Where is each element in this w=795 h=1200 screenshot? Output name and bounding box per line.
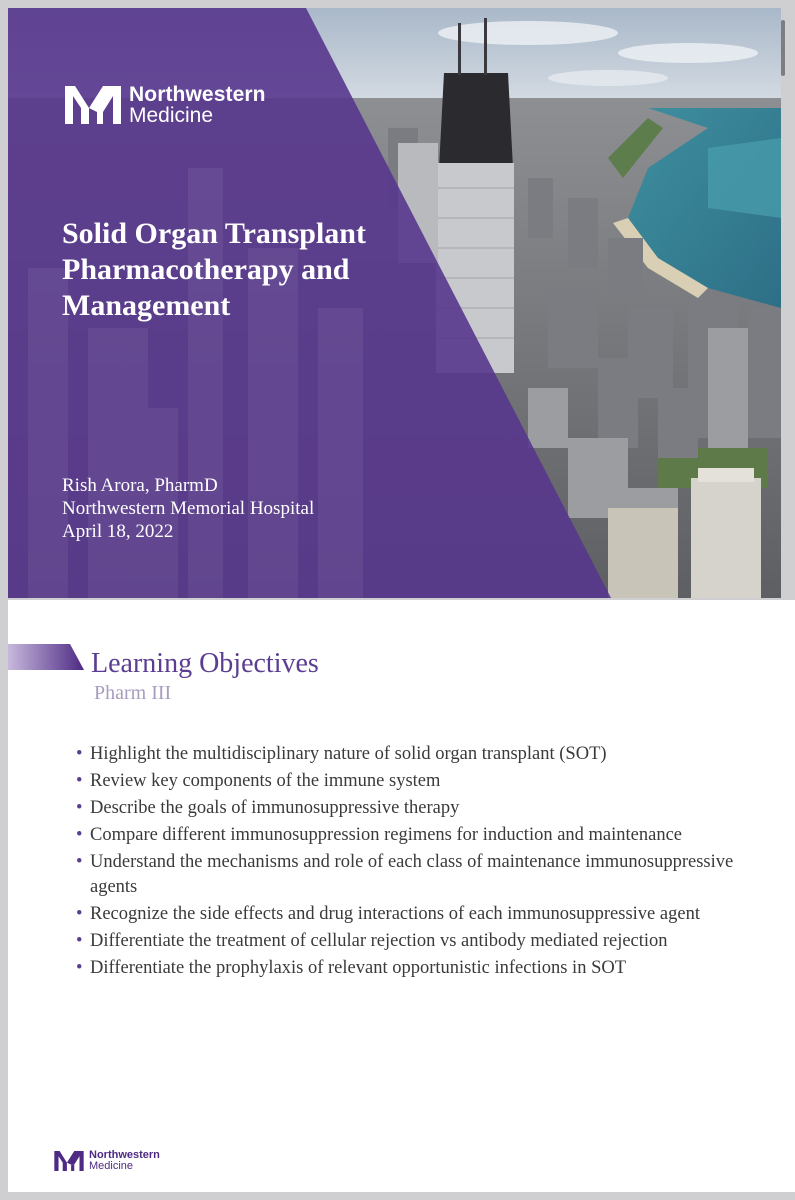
objective-item <box>74 850 774 900</box>
objective-text: Compare different immunosuppression regimens for induction and maintenance <box>90 825 683 845</box>
objective-item <box>74 929 774 954</box>
presenter-info <box>62 474 314 543</box>
objective-text: Describe the goals of immunosuppressive therapy <box>90 798 460 818</box>
title-accent-bar <box>8 644 84 670</box>
objective-text: Differentiate the treatment of cellular rejection vs antibody mediated rejection <box>90 931 668 951</box>
brand-name-line1: Northwestern <box>129 83 266 106</box>
bullet-icon: • <box>76 744 83 764</box>
brand-name-line2: Medicine <box>129 104 214 127</box>
bullet-icon: • <box>76 852 83 872</box>
objective-text: Recognize the side effects and drug interactions of each immunosuppressive agent <box>90 904 700 924</box>
bullet-icon: • <box>76 904 83 924</box>
footer-brand-line1: Northwestern <box>89 1149 160 1161</box>
learning-objectives-slide <box>8 600 795 1192</box>
slide-subtitle: Pharm III <box>94 682 172 704</box>
northwestern-medicine-logo <box>63 84 266 126</box>
presentation-date: April 18, 2022 <box>62 521 174 542</box>
objective-item <box>74 742 774 767</box>
objective-text: Review key components of the immune system <box>90 771 441 791</box>
footer-brand-line2: Medicine <box>89 1160 134 1172</box>
objective-item <box>74 956 774 981</box>
bullet-icon: • <box>76 771 83 791</box>
objectives-list <box>74 742 774 983</box>
objective-item <box>74 796 774 821</box>
vertical-scrollbar[interactable] <box>781 20 785 76</box>
nm-logo-icon <box>63 84 123 126</box>
objective-text: Understand the mechanisms and role of each class of maintenance immunosuppressive agents <box>90 852 734 897</box>
objective-text: Highlight the multidisciplinary nature of solid organ transplant (SOT) <box>90 744 607 764</box>
objective-text: Differentiate the prophylaxis of relevant opportunistic infections in SOT <box>90 958 627 978</box>
title-slide-heading: Solid Organ Transplant Pharmacotherapy and Management <box>62 217 366 322</box>
bullet-icon: • <box>76 958 83 978</box>
objective-item <box>74 902 774 927</box>
objective-item <box>74 823 774 848</box>
objective-item <box>74 769 774 794</box>
bullet-icon: • <box>76 825 83 845</box>
nm-logo-icon <box>53 1150 85 1172</box>
bullet-icon: • <box>76 798 83 818</box>
footer-logo <box>53 1150 160 1172</box>
presenter-name: Rish Arora, PharmD <box>62 475 218 496</box>
title-slide <box>8 8 781 598</box>
slide-title: Learning Objectives <box>91 648 319 679</box>
bullet-icon: • <box>76 931 83 951</box>
presenter-affiliation: Northwestern Memorial Hospital <box>62 498 315 519</box>
